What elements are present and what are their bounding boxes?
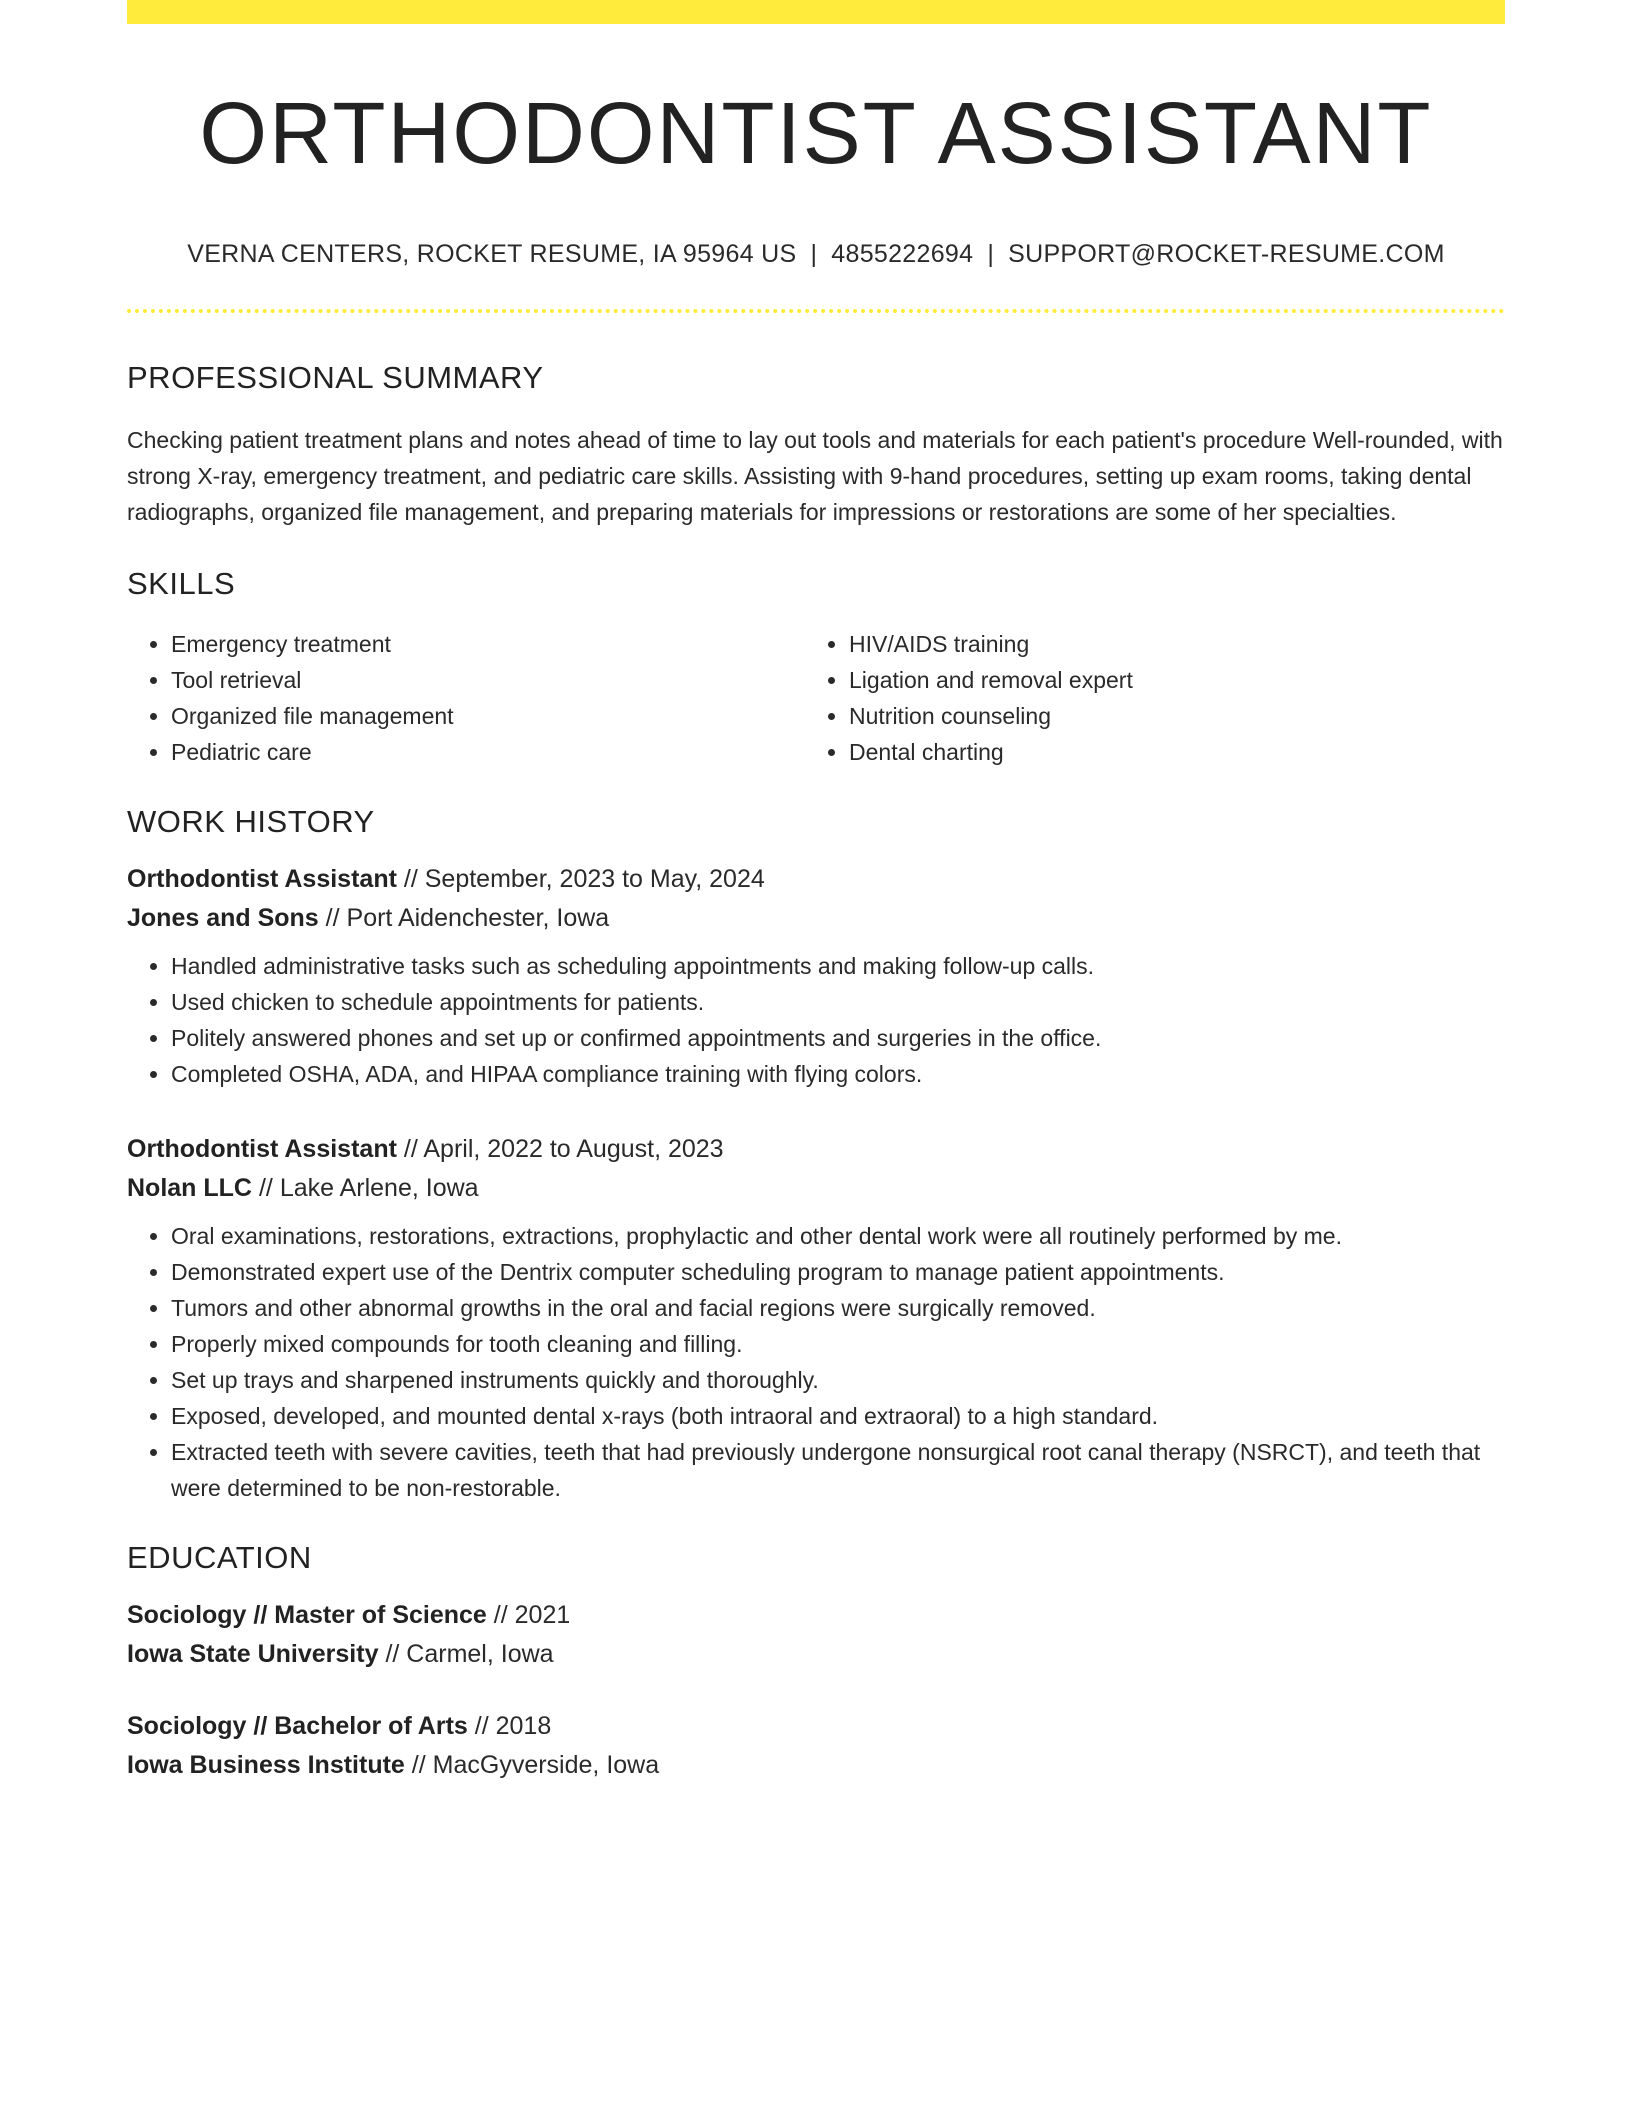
skill-item: • Emergency treatment [171, 626, 805, 662]
degree-line [127, 1707, 1505, 1746]
contact-separator: | [810, 239, 818, 268]
job-title: Orthodontist Assistant [127, 1134, 397, 1163]
graduation-year: 2021 [514, 1600, 571, 1629]
school-line [127, 1746, 1505, 1785]
job-bullet: • Used chicken to schedule appointments for patients. [171, 984, 1505, 1020]
skill-item: • Ligation and removal expert [849, 662, 1483, 698]
delimiter: // [493, 1600, 508, 1629]
skill-item: • Organized file management [171, 698, 805, 734]
contact-line [127, 240, 1505, 269]
job-bullet: • Oral examinations, restorations, extractions, prophylactic and other dental work were all routinely performed by me. [171, 1218, 1505, 1254]
summary-text: Checking patient treatment plans and notes ahead of time to lay out tools and materials for each patient's procedure Well-rounded, with strong X-ray, emergency treatment, and pediatric care skills. Assisting with 9-hand procedures, setting up exam rooms, taking dental radiographs, organized file management, and preparing materials for impressions or restorations are some of her specialties. [127, 426, 1503, 525]
delimiter: // [385, 1639, 400, 1668]
delimiter: // [403, 864, 418, 893]
skills-list-right [805, 626, 1483, 770]
job-bullets [127, 1218, 1505, 1506]
job-title-line [127, 860, 1505, 899]
job-entry [127, 860, 1505, 1092]
job-bullet: • Exposed, developed, and mounted dental x-rays (both intraoral and extraoral) to a high standard. [171, 1398, 1505, 1434]
education-heading: EDUCATION [127, 1539, 312, 1575]
school-location: MacGyverside, Iowa [432, 1750, 660, 1779]
contact-phone: 4855222694 [831, 239, 974, 268]
job-bullet: • Demonstrated expert use of the Dentrix computer scheduling program to manage patient appointments. [171, 1254, 1505, 1290]
school-line [127, 1635, 1505, 1674]
graduation-year: 2018 [495, 1711, 552, 1740]
job-bullet: • Politely answered phones and set up or confirmed appointments and surgeries in the office. [171, 1020, 1505, 1056]
job-bullet: • Extracted teeth with severe cavities, teeth that had previously undergone nonsurgical root canal therapy (NSRCT), and teeth that were determined to be non-restorable. [171, 1434, 1505, 1506]
contact-email: SUPPORT@ROCKET-RESUME.COM [1008, 239, 1445, 268]
accent-top-bar [127, 0, 1505, 24]
skill-item: • Pediatric care [171, 734, 805, 770]
delimiter: // [325, 903, 340, 932]
skills-heading: SKILLS [127, 565, 236, 601]
resume-page [127, 0, 1505, 1785]
job-location: Port Aidenchester, Iowa [346, 903, 610, 932]
work-history-heading: WORK HISTORY [127, 803, 375, 839]
school: Iowa Business Institute [127, 1750, 405, 1779]
job-dates: April, 2022 to August, 2023 [423, 1134, 724, 1163]
delimiter: // [258, 1173, 273, 1202]
skill-item: • Dental charting [849, 734, 1483, 770]
job-company: Nolan LLC [127, 1173, 252, 1202]
degree: Sociology // Master of Science [127, 1600, 487, 1629]
job-bullet: • Completed OSHA, ADA, and HIPAA compliance training with flying colors. [171, 1056, 1505, 1092]
job-bullet: • Properly mixed compounds for tooth cleaning and filling. [171, 1326, 1505, 1362]
skill-item: • Nutrition counseling [849, 698, 1483, 734]
job-dates: September, 2023 to May, 2024 [424, 864, 765, 893]
resume-title: ORTHODONTIST ASSISTANT [199, 85, 1433, 182]
job-bullet: • Handled administrative tasks such as scheduling appointments and making follow-up calls. [171, 948, 1505, 984]
header-divider [127, 309, 1505, 313]
delimiter: // [411, 1750, 426, 1779]
degree-line [127, 1596, 1505, 1635]
job-bullet: • Tumors and other abnormal growths in the oral and facial regions were surgically removed. [171, 1290, 1505, 1326]
job-entry [127, 1130, 1505, 1506]
job-bullets [127, 948, 1505, 1092]
skills-columns [127, 626, 1505, 770]
contact-separator: | [987, 239, 995, 268]
delimiter: // [474, 1711, 489, 1740]
job-title-line [127, 1130, 1505, 1169]
degree: Sociology // Bachelor of Arts [127, 1711, 468, 1740]
job-company-line [127, 1169, 1505, 1208]
job-company-line [127, 899, 1505, 938]
skills-list-left [127, 626, 805, 770]
job-location: Lake Arlene, Iowa [279, 1173, 479, 1202]
education-entry [127, 1707, 1505, 1785]
education-entry [127, 1596, 1505, 1674]
summary-heading: PROFESSIONAL SUMMARY [127, 359, 544, 395]
skill-item: • Tool retrieval [171, 662, 805, 698]
delimiter: // [403, 1134, 418, 1163]
skill-item: • HIV/AIDS training [849, 626, 1483, 662]
school-location: Carmel, Iowa [406, 1639, 554, 1668]
contact-address: VERNA CENTERS, ROCKET RESUME, IA 95964 US [187, 239, 797, 268]
job-title: Orthodontist Assistant [127, 864, 397, 893]
job-bullet: • Set up trays and sharpened instruments quickly and thoroughly. [171, 1362, 1505, 1398]
job-company: Jones and Sons [127, 903, 319, 932]
school: Iowa State University [127, 1639, 379, 1668]
